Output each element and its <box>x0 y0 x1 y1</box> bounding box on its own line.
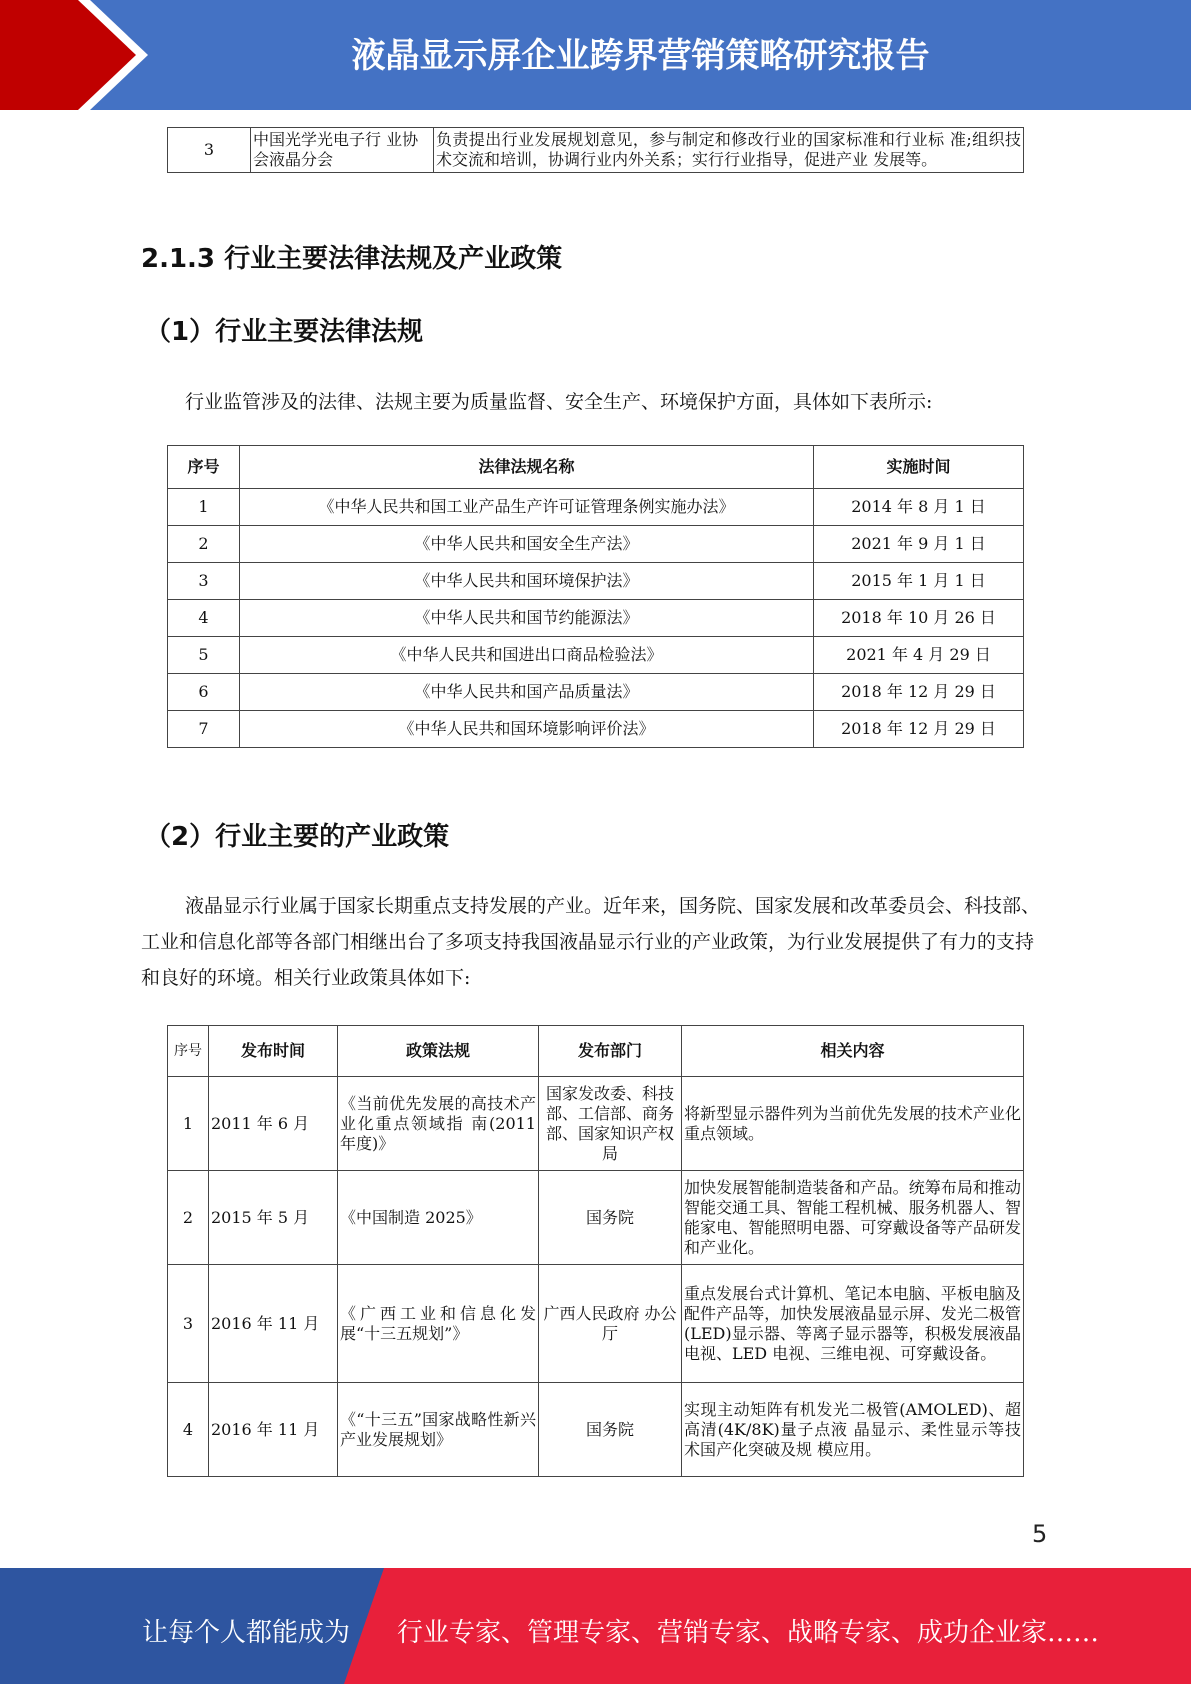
policy-content: 实现主动矩阵有机发光二极管(AMOLED)、超高清(4K/8K)量子点液 晶显示、柔性显示等技术国产化突破及规 模应用。 <box>682 1383 1024 1477</box>
policy-name: 《广西工业和信息化发展“十三五规划”》 <box>338 1265 539 1383</box>
policy-dept: 国务院 <box>539 1171 682 1265</box>
policy-dept: 广西人民政府 办公厅 <box>539 1265 682 1383</box>
table-row <box>168 563 1024 600</box>
laws-heading: （1）行业主要法律法规 <box>145 317 424 347</box>
section-heading: 2.1.3 行业主要法律法规及产业政策 <box>141 244 563 274</box>
row-number: 7 <box>168 711 240 748</box>
row-number: 2 <box>168 1171 209 1265</box>
footer-slogan-right: 行业专家、管理专家、营销专家、战略专家、成功企业家…… <box>397 1618 1100 1648</box>
law-date: 2018 年 12 月 29 日 <box>814 674 1024 711</box>
law-date: 2021 年 9 月 1 日 <box>814 526 1024 563</box>
col-header-dept: 发布部门 <box>539 1026 682 1077</box>
row-number: 6 <box>168 674 240 711</box>
col-header-date: 实施时间 <box>814 446 1024 489</box>
org-name: 中国光学光电子行 业协会液晶分会 <box>251 128 434 173</box>
table-row <box>168 1265 1024 1383</box>
policy-dept: 国务院 <box>539 1383 682 1477</box>
law-name: 《中华人民共和国进出口商品检验法》 <box>240 637 814 674</box>
law-name: 《中华人民共和国安全生产法》 <box>240 526 814 563</box>
row-number: 4 <box>168 600 240 637</box>
policies-table <box>167 1025 1024 1477</box>
policy-dept: 国家发改委、科技部、工信部、商务部、国家知识产权局 <box>539 1077 682 1171</box>
org-table-continued <box>167 127 1024 173</box>
col-header-date: 发布时间 <box>209 1026 338 1077</box>
policy-date: 2011 年 6 月 <box>209 1077 338 1171</box>
law-date: 2021 年 4 月 29 日 <box>814 637 1024 674</box>
page-number: 5 <box>1032 1520 1048 1548</box>
policy-name: 《“十三五”国家战略性新兴产业发展规划》 <box>338 1383 539 1477</box>
policy-date: 2016 年 11 月 <box>209 1383 338 1477</box>
law-name: 《中华人民共和国环境保护法》 <box>240 563 814 600</box>
laws-intro: 行业监管涉及的法律、法规主要为质量监督、安全生产、环境保护方面，具体如下表所示: <box>185 391 933 413</box>
policies-heading: （2）行业主要的产业政策 <box>145 822 450 852</box>
page-footer <box>0 1568 1191 1684</box>
law-date: 2018 年 12 月 29 日 <box>814 711 1024 748</box>
org-duty: 负责提出行业发展规划意见，参与制定和修改行业的国家标准和行业标 准;组织技术交流和培训，协调行业内外关系；实行行业指导，促进产业 发展等。 <box>434 128 1024 173</box>
law-date: 2015 年 1 月 1 日 <box>814 563 1024 600</box>
footer-slogan-left: 让每个人都能成为 <box>142 1618 351 1648</box>
policy-content: 将新型显示器件列为当前优先发展的技术产业化重点领域。 <box>682 1077 1024 1171</box>
policy-date: 2015 年 5 月 <box>209 1171 338 1265</box>
law-name: 《中华人民共和国产品质量法》 <box>240 674 814 711</box>
row-number: 3 <box>168 563 240 600</box>
law-name: 《中华人民共和国工业产品生产许可证管理条例实施办法》 <box>240 489 814 526</box>
table-row <box>168 1171 1024 1265</box>
table-header-row <box>168 1026 1024 1077</box>
row-number: 5 <box>168 637 240 674</box>
table-row <box>168 674 1024 711</box>
law-name: 《中华人民共和国节约能源法》 <box>240 600 814 637</box>
row-number: 3 <box>168 128 251 173</box>
col-header-no: 序号 <box>168 446 240 489</box>
header-title: 液晶显示屏企业跨界营销策略研究报告 <box>351 36 930 76</box>
row-number: 1 <box>168 1077 209 1171</box>
policies-intro: 液晶显示行业属于国家长期重点支持发展的产业。近年来，国务院、国家发展和改革委员会、科技部、工业和信息化部等各部门相继出台了多项支持我国液晶显示行业的产业政策，为行业发展提供了有力的支持和良好的环境。相关行业政策具体如下: <box>141 895 1041 989</box>
col-header-no: 序号 <box>168 1026 209 1077</box>
col-header-name: 法律法规名称 <box>240 446 814 489</box>
table-row <box>168 637 1024 674</box>
law-date: 2018 年 10 月 26 日 <box>814 600 1024 637</box>
policy-content: 重点发展台式计算机、笔记本电脑、平板电脑及配件产品等，加快发展液晶显示屏、发光二极管(LED)显示器、等离子显示器等，积极发展液晶电视、LED 电视、三维电视、可穿戴设备。 <box>682 1265 1024 1383</box>
table-row <box>168 711 1024 748</box>
table-row <box>168 600 1024 637</box>
table-row <box>168 1383 1024 1477</box>
row-number: 1 <box>168 489 240 526</box>
table-row <box>168 1077 1024 1171</box>
table-row <box>168 526 1024 563</box>
row-number: 4 <box>168 1383 209 1477</box>
policy-content: 加快发展智能制造装备和产品。统筹布局和推动智能交通工具、智能工程机械、服务机器人、智能家电、智能照明电器、可穿戴设备等产品研发和产业化。 <box>682 1171 1024 1265</box>
page-header <box>0 0 1191 110</box>
table-row <box>168 128 1024 173</box>
row-number: 2 <box>168 526 240 563</box>
laws-table <box>167 445 1024 748</box>
col-header-policy: 政策法规 <box>338 1026 539 1077</box>
policy-name: 《当前优先发展的高技术产业化重点领域指 南(2011 年度)》 <box>338 1077 539 1171</box>
policy-date: 2016 年 11 月 <box>209 1265 338 1383</box>
table-row <box>168 489 1024 526</box>
row-number: 3 <box>168 1265 209 1383</box>
law-date: 2014 年 8 月 1 日 <box>814 489 1024 526</box>
law-name: 《中华人民共和国环境影响评价法》 <box>240 711 814 748</box>
col-header-content: 相关内容 <box>682 1026 1024 1077</box>
policy-name: 《中国制造 2025》 <box>338 1171 539 1265</box>
table-header-row <box>168 446 1024 489</box>
